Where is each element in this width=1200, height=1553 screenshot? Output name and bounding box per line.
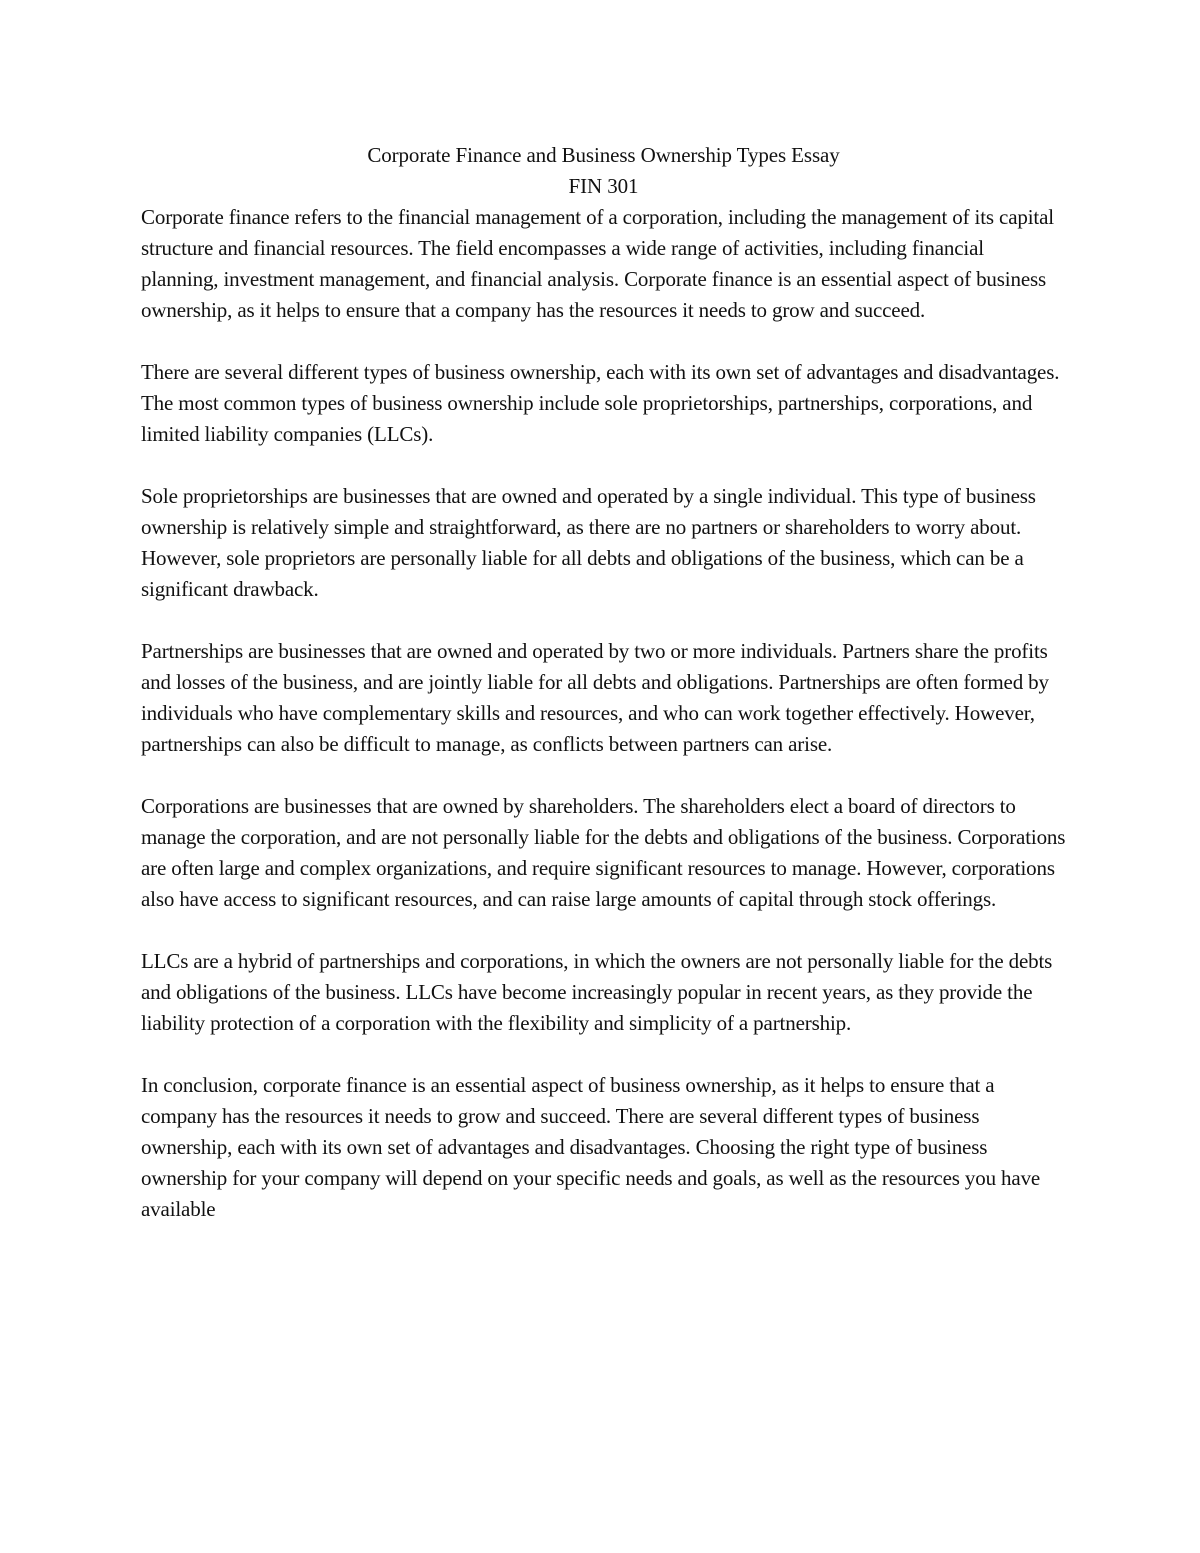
paragraph-intro: Corporate finance refers to the financial management of a corporation, including the management of its capital structure and financial resources. The field encompasses a wide range of activities, including financial planning, investment management, and financial analysis. Corporate finance is an essential aspect of business ownership, as it helps to ensure that a company has the resources it needs to grow and succeed. [141, 205, 1054, 322]
paragraph-conclusion: In conclusion, corporate finance is an essential aspect of business ownership, as it helps to ensure that a company has the resources it needs to grow and succeed. There are several different types of business ownership, each with its own set of advantages and disadvantages. Choosing the right type of business ownership for your company will depend on your specific needs and goals, as well as the resources you have available [141, 1073, 1041, 1221]
document-title: Corporate Finance and Business Ownership Types Essay [367, 143, 840, 167]
paragraph-ownership-types: There are several different types of business ownership, each with its own set of advantages and disadvantages. The most common types of business ownership include sole proprietorships, partnerships, corporations, and limited liability companies (LLCs). [141, 360, 1060, 446]
paragraph-sole-proprietorships: Sole proprietorships are businesses that are owned and operated by a single individual. This type of business ownership is relatively simple and straightforward, as there are no partners or shareholders to worry about. However, sole proprietors are personally liable for all debts and obligations of the business, which can be a significant drawback. [141, 484, 1036, 601]
paragraph-llcs: LLCs are a hybrid of partnerships and corporations, in which the owners are not personally liable for the debts and obligations of the business. LLCs have become increasingly popular in recent years, as they provide the liability protection of a corporation with the flexibility and simplicity of a partnership. [141, 949, 1053, 1035]
paragraph-partnerships: Partnerships are businesses that are owned and operated by two or more individuals. Partners share the profits and losses of the business, and are jointly liable for all debts and obligations. Partnerships are often formed by individuals who have complementary skills and resources, and who can work together effectively. However, partnerships can also be difficult to manage, as conflicts between partners can arise. [141, 639, 1049, 756]
course-code: FIN 301 [568, 174, 639, 198]
paragraph-corporations: Corporations are businesses that are owned by shareholders. The shareholders elect a board of directors to manage the corporation, and are not personally liable for the debts and obligations of the business. Corporations are often large and complex organizations, and require significant resources to manage. However, corporations also have access to significant resources, and can raise large amounts of capital through stock offerings. [141, 794, 1066, 911]
document-body [141, 140, 1066, 1256]
